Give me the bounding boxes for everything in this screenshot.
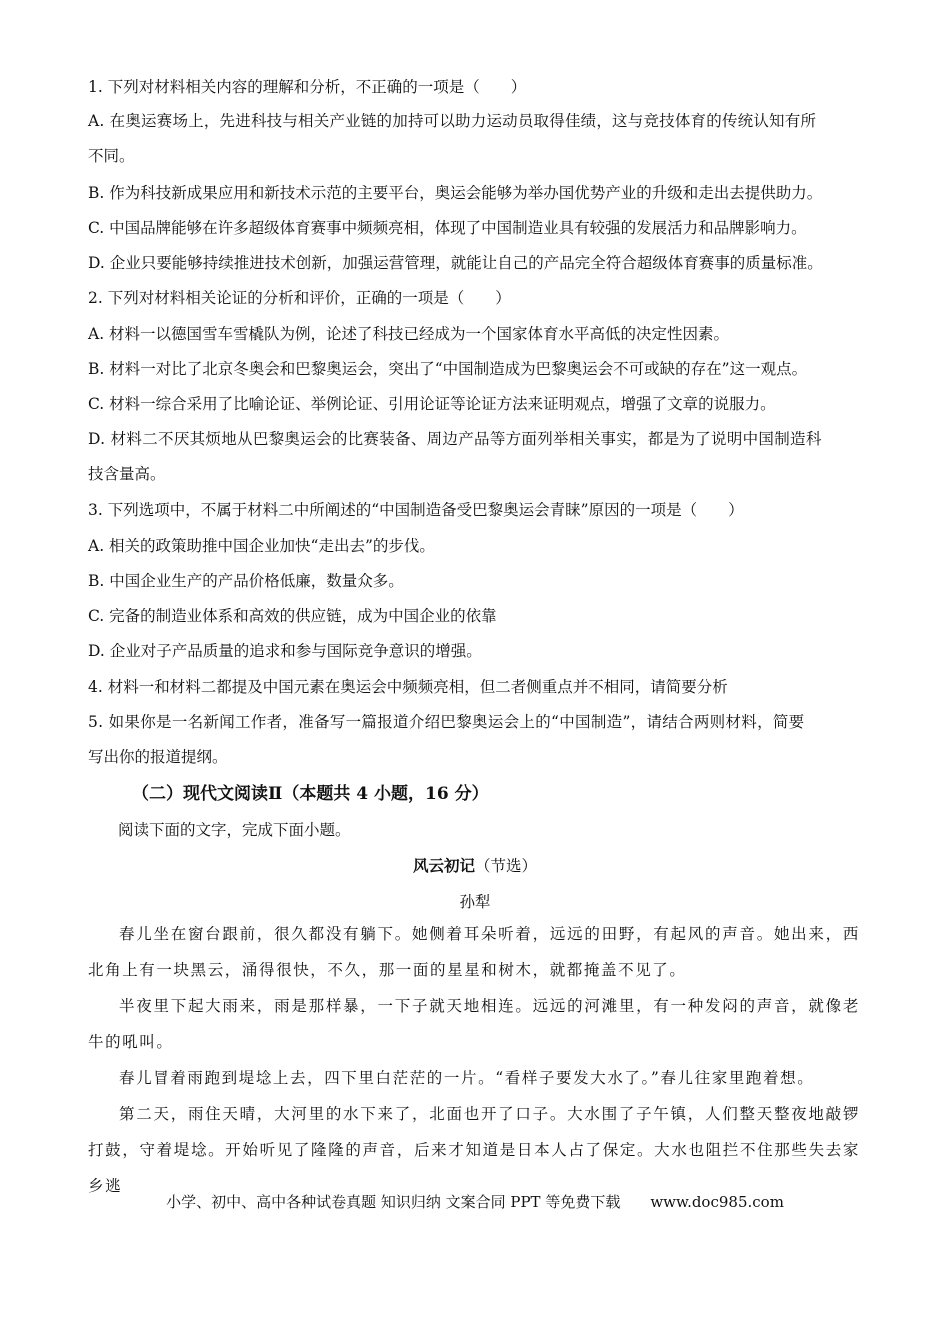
- question-3-option-a: A. 相关的政策助推中国企业加快“走出去”的步伐。: [88, 537, 435, 555]
- question-4: 4. 材料一和材料二都提及中国元素在奥运会中频频亮相，但二者侧重点并不相同，请简要分析: [88, 678, 728, 696]
- section-instruction: 阅读下面的文字，完成下面小题。: [118, 821, 351, 839]
- question-1-option-c: C. 中国品牌能够在许多超级体育赛事中频频亮相，体现了中国制造业具有较强的发展活力和品牌影响力。: [88, 219, 807, 237]
- question-2-option-c: C. 材料一综合采用了比喻论证、举例论证、引用论证等论证方法来证明观点，增强了文章的说服力。: [88, 395, 776, 413]
- question-1: 1. 下列对材料相关内容的理解和分析，不正确的一项是（ ）: [88, 78, 527, 96]
- question-3-option-c: C. 完备的制造业体系和高效的供应链，成为中国企业的依靠: [88, 607, 497, 625]
- question-1-option-d: D. 企业只要能够持续推进技术创新，加强运营管理，就能让自己的产品完全符合超级体育赛事的质量标准。: [88, 254, 823, 272]
- passage-paragraph: 春儿坐在窗台跟前，很久都没有躺下。她侧着耳朵听着，远远的田野，有起风的声音。她出来，西北角上有一块黑云，涌得很快，不久，那一面的星星和树木，就都掩盖不见了。: [88, 925, 860, 979]
- footer-site-link[interactable]: www.doc985.com: [650, 1193, 784, 1211]
- question-3-option-d: D. 企业对子产品质量的追求和参与国际竞争意识的增强。: [88, 642, 482, 660]
- passage-title: [0, 848, 950, 884]
- passage-title-text: 风云初记: [412, 856, 475, 875]
- passage-paragraph: 半夜里下起大雨来，雨是那样暴，一下子就天地相连。远远的河滩里，有一种发闷的声音，就像老牛的吼叫。: [88, 997, 860, 1051]
- question-1-option-a: A. 在奥运赛场上，先进科技与相关产业链的加持可以助力运动员取得佳绩，这与竞技体育的传统认知有所 不同。: [88, 112, 817, 165]
- question-5: 5. 如果你是一名新闻工作者，准备写一篇报道介绍巴黎奥运会上的“中国制造”，请结合两则材料，简要 写出你的报道提纲。: [88, 713, 805, 766]
- passage-author: 孙犁: [459, 893, 491, 911]
- question-2-option-b: B. 材料一对比了北京冬奥会和巴黎奥运会，突出了“中国制造成为巴黎奥运会不可或缺的存在”这一观点。: [88, 360, 808, 378]
- footer-text: 小学、初中、高中各种试卷真题 知识归纳 文案合同 PPT 等免费下载: [166, 1193, 621, 1211]
- question-2-option-a: A. 材料一以德国雪车雪橇队为例，论述了科技已经成为一个国家体育水平高低的决定性因素。: [88, 325, 730, 343]
- question-1-option-b: B. 作为科技新成果应用和新技术示范的主要平台，奥运会能够为举办国优势产业的升级和走出去提供助力。: [88, 184, 823, 202]
- question-2: 2. 下列对材料相关论证的分析和评价，正确的一项是（ ）: [88, 289, 511, 307]
- passage-paragraph: 春儿冒着雨跑到堤埝上去，四下里白茫茫的一片。“看样子要发大水了。”春儿往家里跑着想。: [119, 1069, 815, 1087]
- page-footer: [0, 1188, 950, 1216]
- question-2-option-d: D. 材料二不厌其烦地从巴黎奥运会的比赛装备、周边产品等方面列举相关事实，都是为了说明中国制造科 技含量高。: [88, 430, 822, 483]
- passage-title-note: （节选）: [475, 857, 538, 875]
- section-heading: （二）现代文阅读Ⅱ（本题共 4 小题，16 分）: [132, 784, 489, 804]
- passage-paragraph: 第二天，雨住天晴，大河里的水下来了，北面也开了口子。大水围了子午镇，人们整天整夜地敲锣打鼓，守着堤埝。开始听见了隆隆的声音，后来才知道是日本人占了保定。大水也阻拦不住那些失去家乡逃: [88, 1105, 860, 1195]
- question-3-option-b: B. 中国企业生产的产品价格低廉，数量众多。: [88, 572, 404, 590]
- question-3: 3. 下列选项中，不属于材料二中所阐述的“中国制造备受巴黎奥运会青睐”原因的一项是（ ）: [88, 501, 744, 519]
